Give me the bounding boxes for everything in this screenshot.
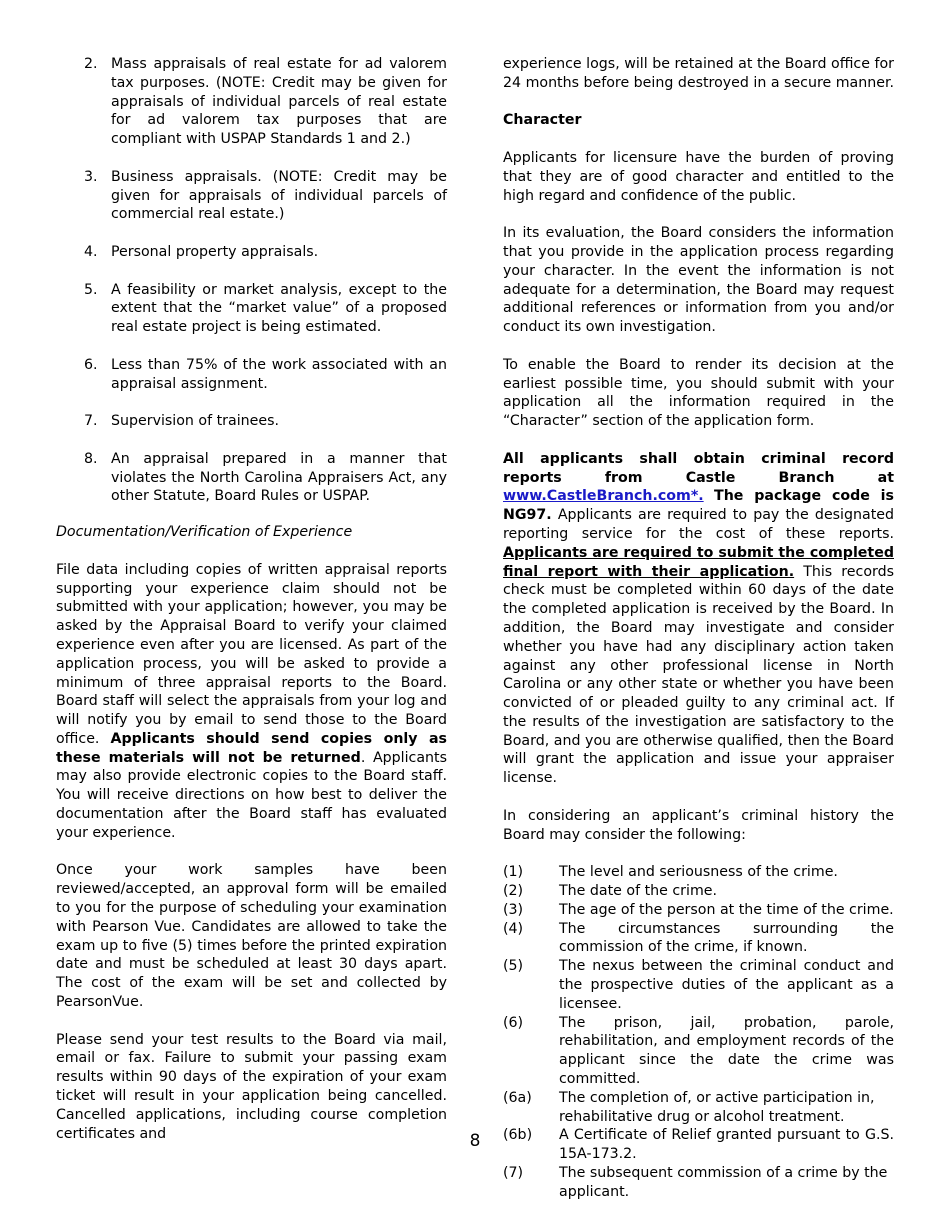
- criteria-item: [503, 1014, 894, 1089]
- list-item: [56, 243, 447, 262]
- list-item: [56, 450, 447, 506]
- submit-report-notice: Applicants are required to submit the completed final report with their application.: [503, 544, 894, 580]
- criteria-item: [503, 863, 894, 882]
- character-heading: Character: [503, 112, 582, 129]
- criteria-text: The age of the person at the time of the crime.: [559, 901, 894, 918]
- exam-scheduling-paragraph: Once your work samples have been reviewed/accepted, an approval form will be emailed to you for the purpose of scheduling your examination with Pearson Vue. Candidates are allowed to take the exam up to five (5) times before the printed expiration date and must be scheduled at least 30 days apart. The cost of the exam will be set and collected by PearsonVue.: [56, 862, 447, 1011]
- package-code: The package code is NG97.: [503, 488, 894, 524]
- list-text: Personal property appraisals.: [111, 243, 319, 260]
- list-item: [56, 168, 447, 224]
- criteria-text: The nexus between the criminal conduct and the prospective duties of the applicant as a licensee.: [559, 958, 894, 1012]
- documentation-heading: Documentation/Verification of Experience: [56, 524, 353, 541]
- list-number: 6.: [84, 356, 98, 373]
- criteria-key: (6a): [503, 1089, 532, 1106]
- criminal-history-intro: In considering an applicant’s criminal history the Board may consider the following:: [503, 807, 894, 843]
- criteria-key: (1): [503, 864, 524, 881]
- criteria-text: The level and seriousness of the crime.: [559, 864, 838, 881]
- criminal-record-text-end: This records check must be completed within 60 days of the date the completed application is received by the Board. In addition, the Board may investigate and consider whether you have had any disciplinary action taken against any other professional license in North Carolina or any other state or whether you have been convicted of or pleaded guilty to any criminal act. If the results of the investigation are satisfactory to the Board, and you are otherwise qualified, then the Board will grant the application and issue your appraiser license.: [503, 563, 894, 787]
- list-number: 4.: [84, 243, 98, 260]
- list-text: Mass appraisals of real estate for ad valorem tax purposes. (NOTE: Credit may be given for appraisals of individual parcels of real estate for ad valorem tax purposes that are compliant with USPAP Standards 1 and 2.): [111, 56, 447, 148]
- character-paragraph-2: In its evaluation, the Board considers the information that you provide in the application process regarding your character. In the event the information is not adequate for a determination, the Board may request additional references or information from you and/or conduct its own investigation.: [503, 225, 894, 336]
- criteria-text: The completion of, or active participation in, rehabilitative drug or alcohol treatment.: [559, 1089, 875, 1125]
- criteria-key: (4): [503, 920, 524, 937]
- list-text: Business appraisals. (NOTE: Credit may be given for appraisals of individual parcels of commercial real estate.): [111, 168, 447, 223]
- left-column: [56, 55, 447, 1143]
- documentation-text: File data including copies of written appraisal reports supporting your experience claim should not be submitted with your application; however, you may be asked by the Appraisal Board to verify your claimed experience even after you are licensed. As part of the application process, you will be asked to provide a minimum of three appraisal reports to the Board. Board staff will select the appraisals from your log and will notify you by email to send those to the Board office.: [56, 561, 447, 747]
- character-paragraph-3: To enable the Board to render its decision at the earliest possible time, you should submit with your application all the information required in the “Character” section of the application form.: [503, 356, 894, 430]
- no-return-notice: Applicants should send copies only as these materials will not be returned: [56, 730, 447, 766]
- criteria-key: (2): [503, 883, 524, 900]
- criteria-key: (3): [503, 901, 524, 918]
- criteria-text: The subsequent commission of a crime by the applicant.: [559, 1165, 888, 1200]
- documentation-paragraph: [56, 561, 447, 843]
- criteria-item: [503, 1089, 894, 1127]
- exam-results-paragraph: Please send your test results to the Board via mail, email or fax. Failure to submit your passing exam results within 90 days of the expiration of your exam ticket will result in your application being cancelled. Cancelled applications, including course completion certificates and: [56, 1031, 447, 1142]
- list-item: [56, 55, 447, 149]
- criteria-key: (6b): [503, 1127, 533, 1144]
- list-item: [56, 412, 447, 431]
- documentation-text-end: . Applicants may also provide electronic copies to the Board staff. You will receive directions on how best to deliver the documentation after the Board staff has evaluated your experience.: [56, 749, 447, 841]
- retention-paragraph: experience logs, will be retained at the Board office for 24 months before being destroyed in a secure manner.: [503, 56, 894, 91]
- list-number: 2.: [84, 56, 98, 72]
- right-column: [503, 55, 894, 1202]
- list-text: An appraisal prepared in a manner that violates the North Carolina Appraisers Act, any other Statute, Board Rules or USPAP.: [111, 450, 447, 505]
- criteria-item: [503, 957, 894, 1013]
- list-text: A feasibility or market analysis, except to the extent that the “market value” of a proposed real estate project is being estimated.: [111, 281, 447, 336]
- character-paragraph-1: Applicants for licensure have the burden of proving that they are of good character and entitled to the high regard and confidence of the public.: [503, 149, 894, 204]
- criminal-record-paragraph: [503, 450, 894, 788]
- criteria-item: [503, 882, 894, 901]
- criteria-key: (6): [503, 1014, 524, 1031]
- criteria-key: (7): [503, 1165, 524, 1182]
- list-number: 5.: [84, 281, 98, 298]
- list-item: [56, 356, 447, 394]
- criteria-item: [503, 920, 894, 958]
- criteria-text: The circumstances surrounding the commission of the crime, if known.: [559, 920, 894, 956]
- castlebranch-link[interactable]: www.CastleBranch.com*.: [503, 488, 704, 505]
- list-number: 7.: [84, 413, 98, 430]
- list-text: Less than 75% of the work associated with an appraisal assignment.: [111, 356, 447, 392]
- criteria-text: The date of the crime.: [559, 883, 718, 900]
- criminal-record-text: Applicants are required to pay the designated reporting service for the cost of these reports.: [503, 507, 894, 542]
- criteria-text: The prison, jail, probation, parole, rehabilitation, and employment records of the applicant since the date the crime was committed.: [559, 1014, 894, 1088]
- excluded-experience-list: [56, 55, 447, 506]
- list-text: Supervision of trainees.: [111, 413, 279, 430]
- criteria-item: [503, 901, 894, 920]
- criteria-key: (5): [503, 958, 524, 975]
- criteria-text: A Certificate of Relief granted pursuant to G.S. 15A-173.2.: [559, 1127, 894, 1163]
- page-number: 8: [469, 1131, 481, 1151]
- list-number: 3.: [84, 168, 98, 185]
- criminal-record-requirement: All applicants shall obtain criminal record reports from Castle Branch at: [503, 450, 894, 486]
- criteria-item: [503, 1164, 894, 1202]
- list-number: 8.: [84, 450, 98, 467]
- list-item: [56, 281, 447, 337]
